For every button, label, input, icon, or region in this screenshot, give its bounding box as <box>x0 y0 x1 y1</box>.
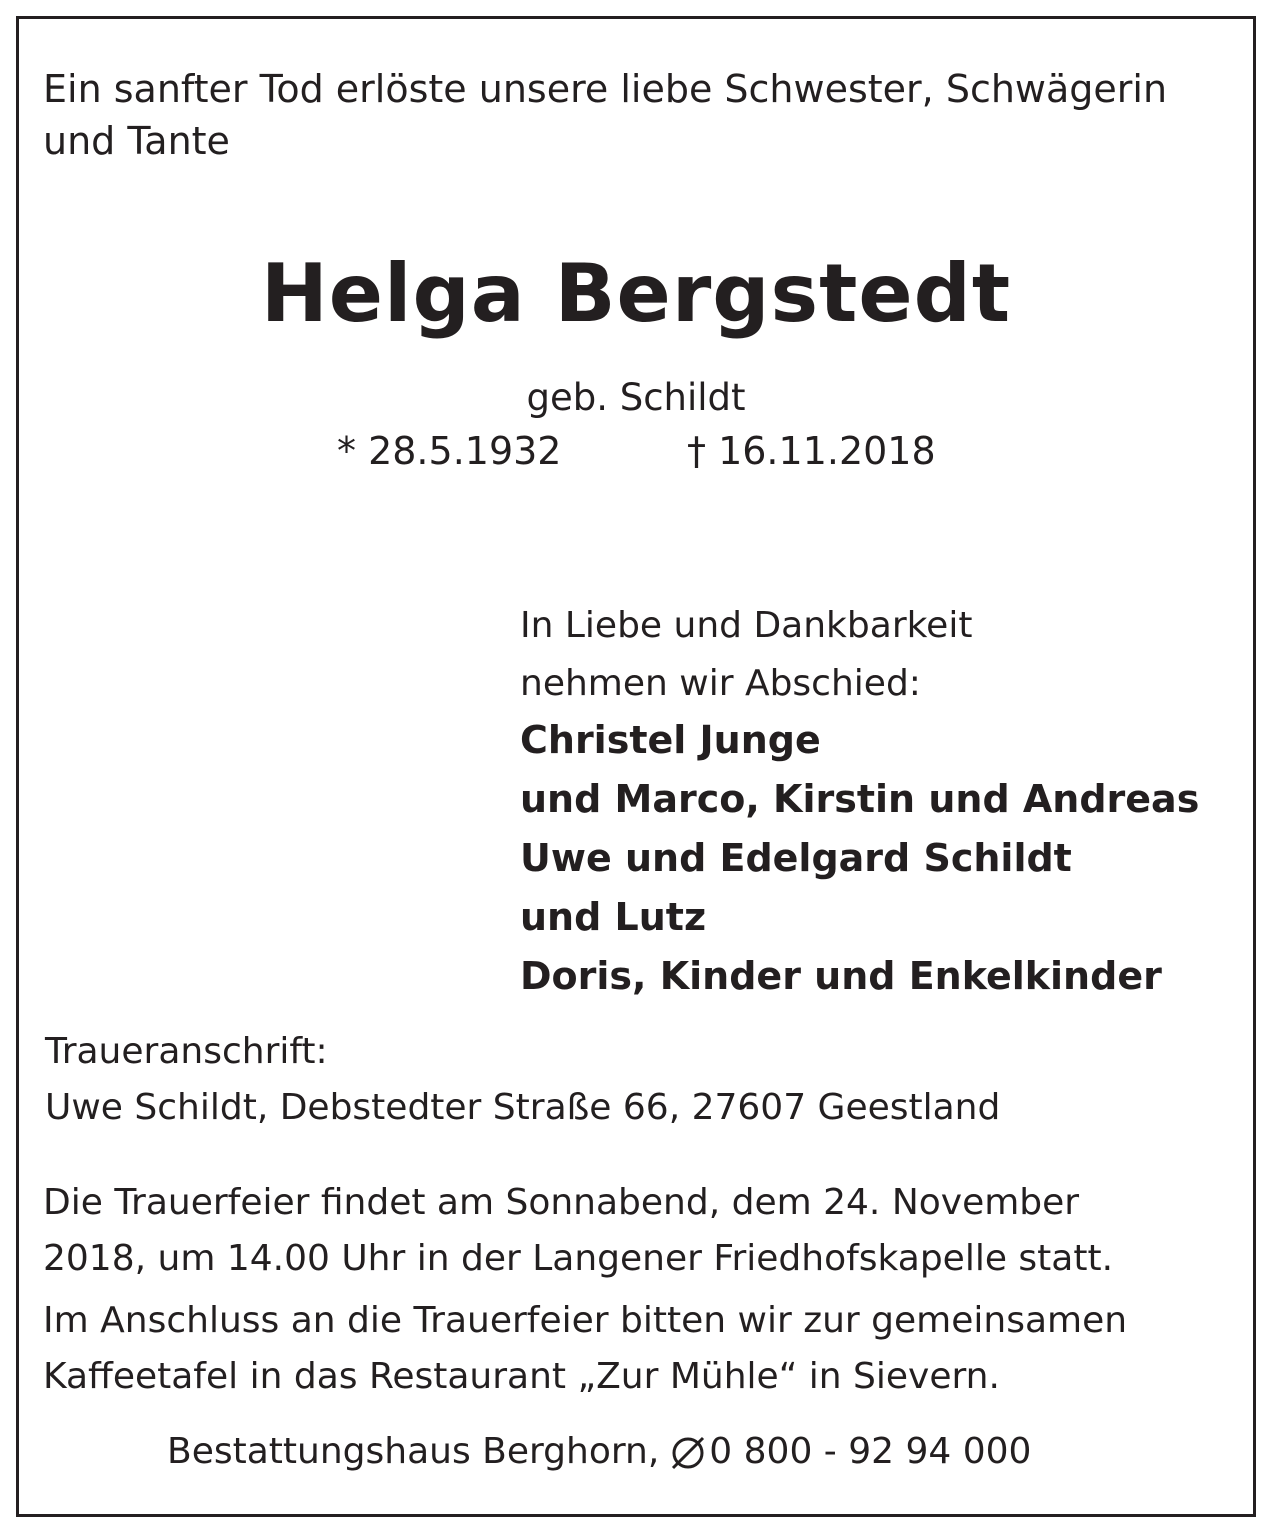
thanks-block <box>520 597 972 713</box>
thanks-line: In Liebe und Dankbarkeit <box>520 605 973 646</box>
mourner-line: Christel Junge <box>520 718 821 762</box>
mourning-address: Uwe Schildt, Debstedter Straße 66, 27607 Geestland <box>45 1087 1001 1128</box>
reception-line: Im Anschluss an die Trauerfeier bitten wir zur gemeinsamen <box>43 1300 1128 1341</box>
mourner-line: und Lutz <box>520 895 707 939</box>
mourners-list <box>520 711 1199 1006</box>
funeral-home-line <box>167 1431 1031 1472</box>
birth-date: * 28.5.1932 <box>337 429 562 473</box>
ceremony-line: Die Trauerfeier findet am Sonnabend, dem 24. November <box>43 1182 1080 1223</box>
mourner-line: und Marco, Kirstin und Andreas <box>520 777 1200 821</box>
address-label: Traueranschrift: <box>45 1031 328 1072</box>
birth-name: geb. Schildt <box>526 376 746 419</box>
phone-icon <box>669 1434 705 1470</box>
ceremony-info <box>43 1175 1113 1287</box>
death-date: † 16.11.2018 <box>687 429 936 473</box>
reception-line: Kaffeetafel in das Restaurant „Zur Mühle“ in Sievern. <box>43 1356 1000 1397</box>
ceremony-line: 2018, um 14.00 Uhr in der Langener Friedhofskapelle statt. <box>43 1238 1114 1279</box>
phone-number: 0 800 - 92 94 000 <box>709 1431 1032 1472</box>
mourner-line: Doris, Kinder und Enkelkinder <box>520 954 1162 998</box>
intro-text: Ein sanfter Tod erlöste unsere liebe Schwester, Schwägerin und Tante <box>43 67 1168 163</box>
obituary-frame <box>16 16 1256 1517</box>
mourner-line: Uwe und Edelgard Schildt <box>520 836 1072 880</box>
funeral-home-name: Bestattungshaus Berghorn, <box>167 1431 660 1472</box>
reception-info <box>43 1293 1127 1405</box>
thanks-line: nehmen wir Abschied: <box>520 663 921 704</box>
deceased-name: Helga Bergstedt <box>260 247 1012 340</box>
